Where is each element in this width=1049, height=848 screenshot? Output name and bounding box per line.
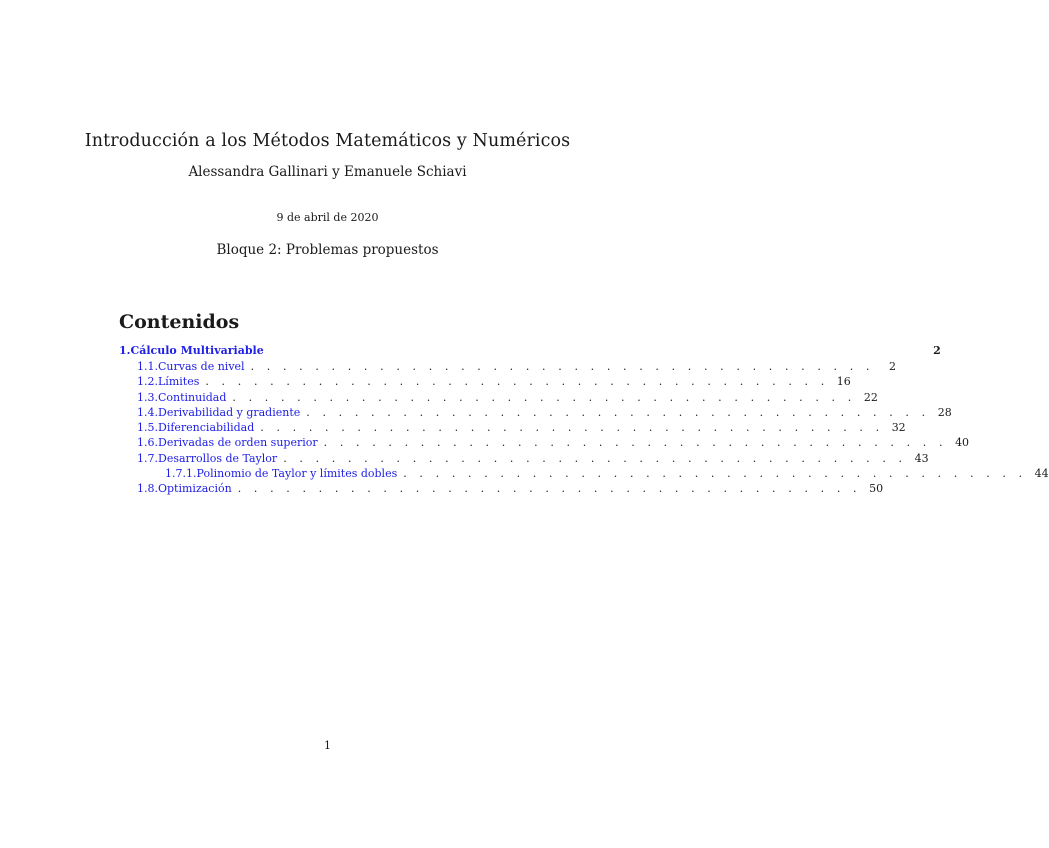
toc-leader-dots: . . . . . . . . . . . . . . . . . . . . . . . . . . . . . . . . . . . . . . . bbox=[306, 405, 930, 419]
toc-entry-polinomio-de-taylor[interactable] bbox=[119, 466, 1049, 481]
toc-entry-number: 1.7.1. bbox=[165, 467, 197, 481]
toc-entry-link[interactable]: Curvas de nivel bbox=[158, 360, 245, 373]
toc-entry-link[interactable]: Continuidad bbox=[158, 390, 227, 404]
toc-entry-limites[interactable] bbox=[119, 374, 851, 389]
toc-entry-calculo-multivariable[interactable] bbox=[119, 343, 941, 359]
toc-entry-page: 2 bbox=[933, 344, 941, 357]
toc-entry-page: 22 bbox=[863, 390, 878, 404]
document-subtitle: Bloque 2: Problemas propuestos bbox=[216, 242, 439, 258]
toc-entry-page: 44 bbox=[1034, 467, 1049, 481]
toc-entry-number: 1.8. bbox=[137, 482, 158, 496]
toc-entry-number: 1.6. bbox=[137, 436, 158, 450]
toc-leader-dots: . . . . . . . . . . . . . . . . . . . . . . . . . . . . . . . . . . . . . . . bbox=[205, 375, 829, 389]
toc-leader-dots: . . . . . . . . . . . . . . . . . . . . . . . . . . . . . . . . . . . . . . . bbox=[237, 482, 862, 496]
toc-entry-number: 1.3. bbox=[137, 390, 158, 404]
table-of-contents bbox=[119, 343, 1049, 497]
toc-entry-page: 2 bbox=[889, 360, 897, 373]
toc-entry-page: 43 bbox=[914, 451, 929, 465]
toc-entry-continuidad[interactable] bbox=[119, 390, 878, 405]
toc-entry-number: 1.1. bbox=[137, 360, 158, 373]
toc-leader-dots: . . . . . . . . . . . . . . . . . . . . . . . . . . . . . . . . . . . . . . . bbox=[232, 390, 856, 404]
toc-entry-number: 1. bbox=[119, 344, 131, 357]
toc-leader-dots: . . . . . . . . . . . . . . . . . . . . . . . . . . . . . . . . . . . . . . . bbox=[323, 436, 948, 450]
toc-entry-diferenciabilidad[interactable] bbox=[119, 420, 906, 435]
toc-entry-link[interactable]: Diferenciabilidad bbox=[158, 421, 255, 435]
toc-entry-link[interactable]: Derivadas de orden superior bbox=[158, 436, 318, 450]
toc-entry-page: 40 bbox=[955, 436, 970, 450]
toc-entry-derivabilidad-y-gradiente[interactable] bbox=[119, 405, 952, 420]
document-authors: Alessandra Gallinari y Emanuele Schiavi bbox=[188, 164, 467, 180]
document-date: 9 de abril de 2020 bbox=[276, 211, 379, 224]
toc-leader-dots: . . . . . . . . . . . . . . . . . . . . . . . . . . . . . . . . . . . . . . . bbox=[283, 451, 907, 465]
toc-heading: Contenidos bbox=[119, 311, 240, 333]
toc-leader-dots: . . . . . . . . . . . . . . . . . . . . . . . . . . . . . . . . . . . . . . . bbox=[403, 467, 1027, 481]
toc-entry-curvas-de-nivel[interactable] bbox=[119, 359, 897, 374]
toc-entry-link[interactable]: Límites bbox=[158, 375, 200, 389]
page-number: 1 bbox=[324, 739, 331, 752]
toc-entry-derivadas-de-orden-superior[interactable] bbox=[119, 435, 970, 450]
toc-entry-link[interactable]: Cálculo Multivariable bbox=[130, 344, 264, 357]
toc-entry-page: 50 bbox=[869, 482, 884, 496]
toc-entry-number: 1.5. bbox=[137, 421, 158, 435]
toc-entry-number: 1.7. bbox=[137, 451, 158, 465]
toc-entry-page: 32 bbox=[891, 421, 906, 435]
toc-entry-link[interactable]: Desarrollos de Taylor bbox=[158, 451, 278, 465]
toc-entry-link[interactable]: Optimización bbox=[158, 482, 232, 496]
toc-entry-optimizacion[interactable] bbox=[119, 481, 884, 496]
toc-entry-link[interactable]: Polinomio de Taylor y límites dobles bbox=[196, 467, 398, 481]
toc-entry-page: 16 bbox=[836, 375, 851, 389]
toc-entry-link[interactable]: Derivabilidad y gradiente bbox=[158, 405, 301, 419]
toc-entry-number: 1.4. bbox=[137, 405, 158, 419]
toc-entry-page: 28 bbox=[937, 405, 952, 419]
document-title: Introducción a los Métodos Matemáticos y Numéricos bbox=[84, 131, 571, 151]
toc-leader-dots: . . . . . . . . . . . . . . . . . . . . . . . . . . . . . . . . . . . . . . . bbox=[250, 360, 875, 373]
toc-entry-number: 1.2. bbox=[137, 375, 158, 389]
toc-entry-desarrollos-de-taylor[interactable] bbox=[119, 451, 929, 466]
toc-leader-dots: . . . . . . . . . . . . . . . . . . . . . . . . . . . . . . . . . . . . . . . bbox=[260, 421, 884, 435]
